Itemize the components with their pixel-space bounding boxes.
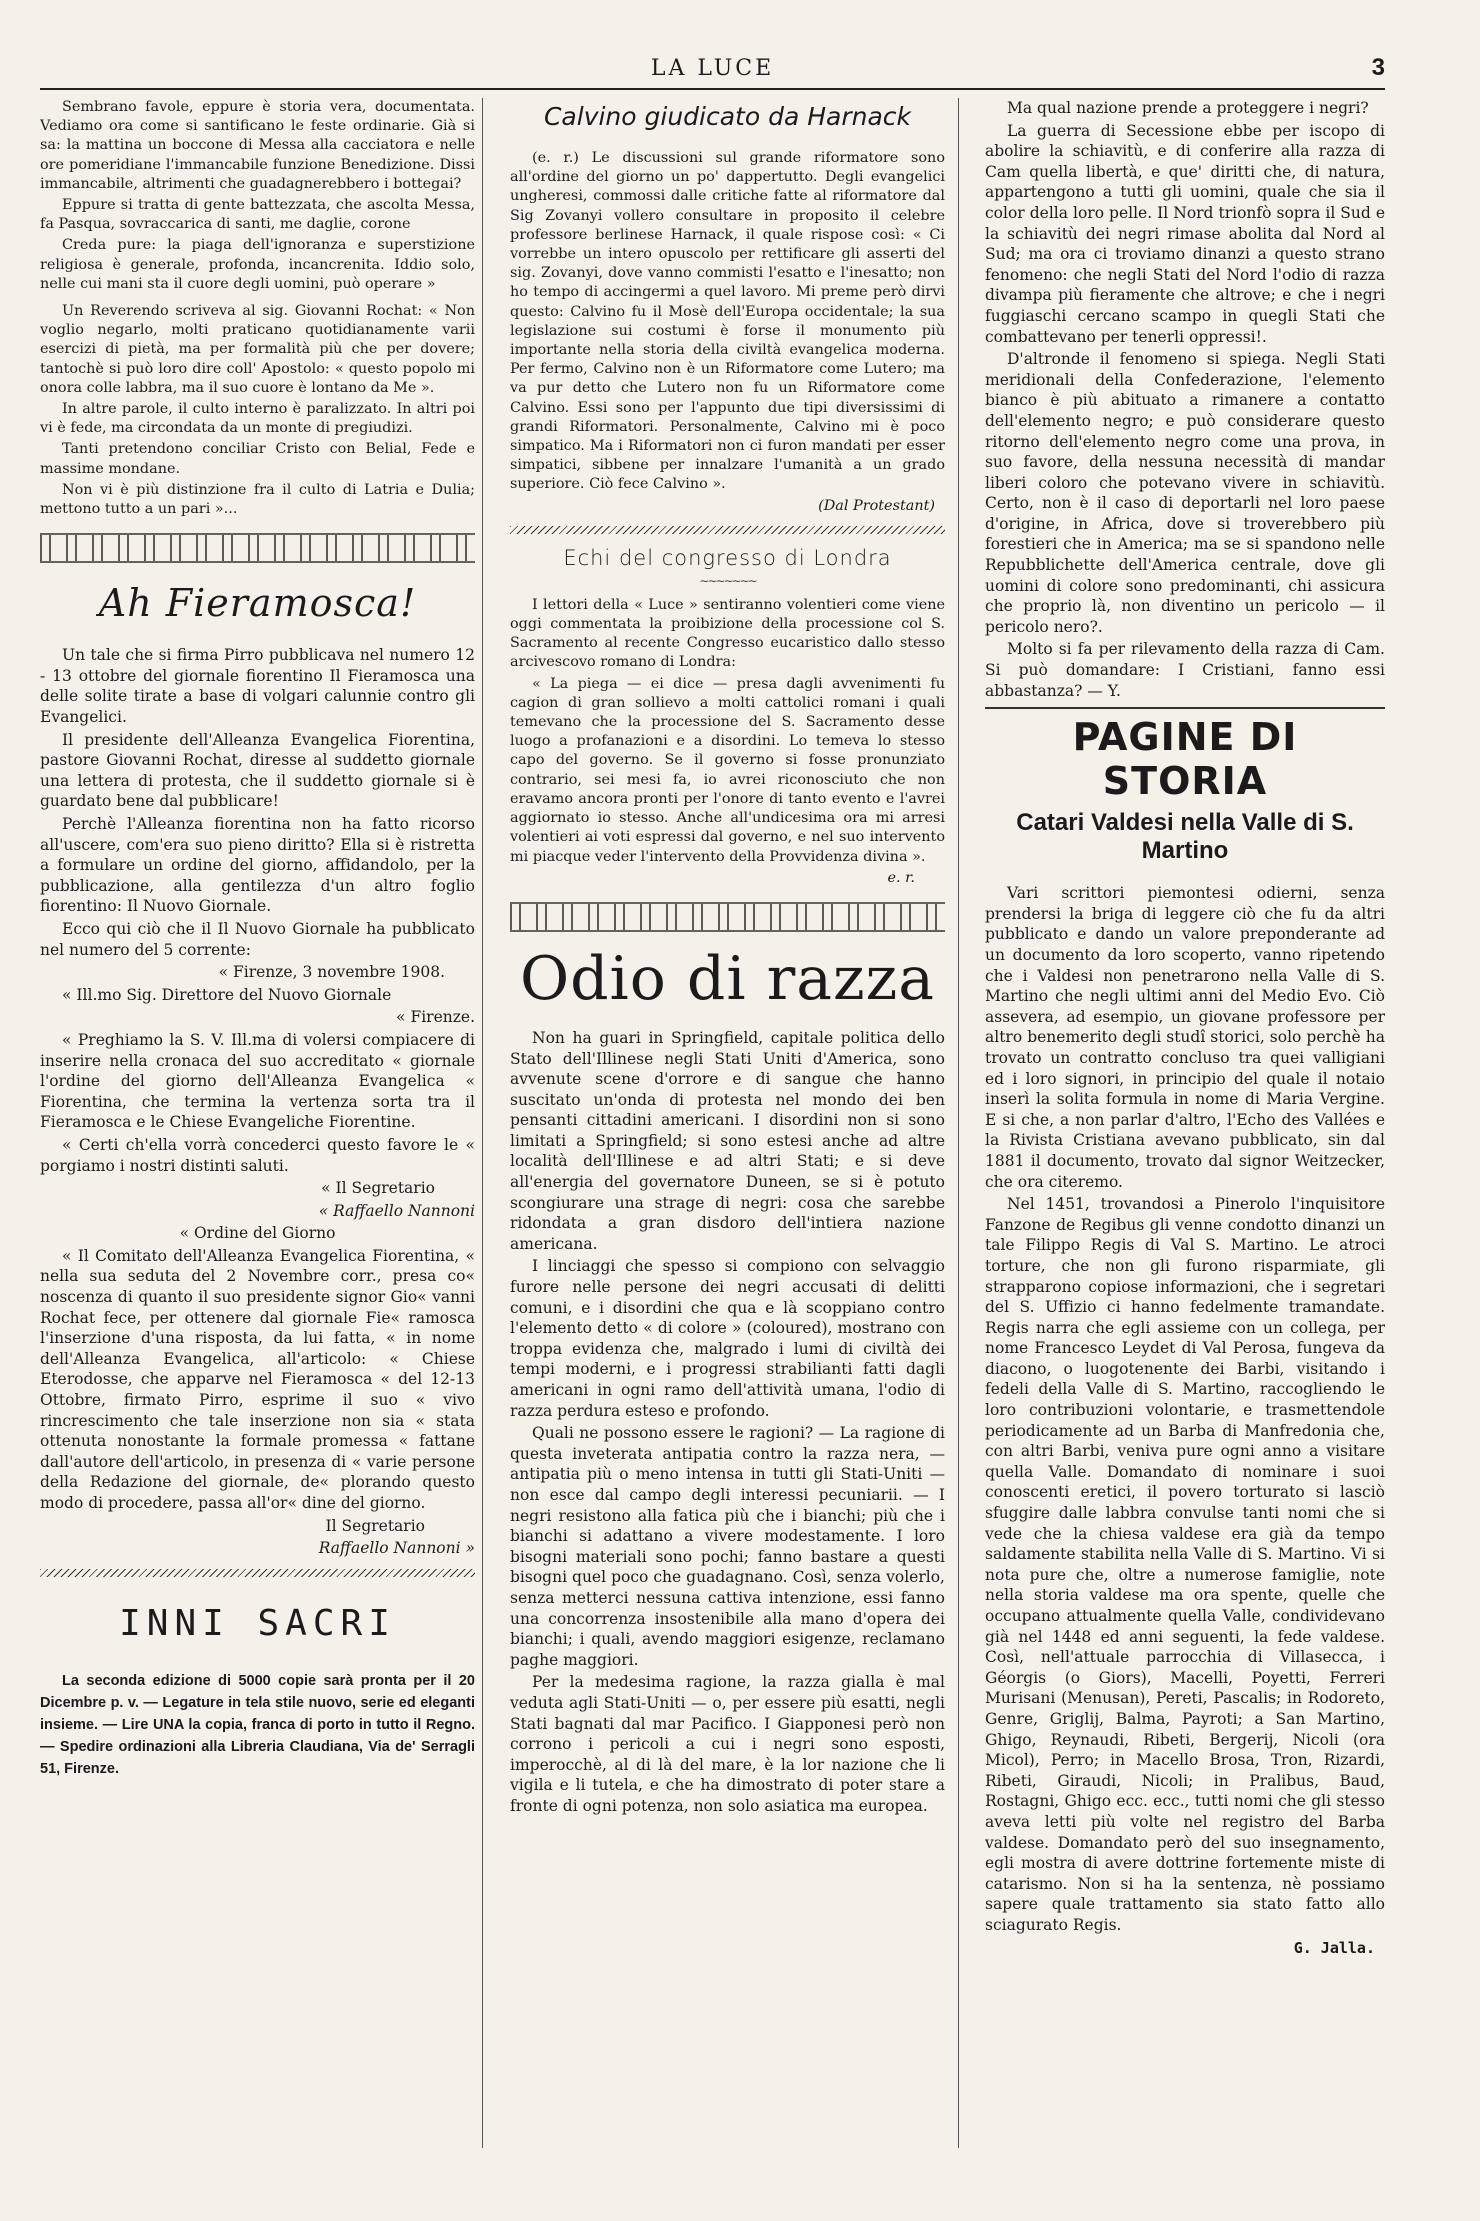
paragraph: Ma qual nazione prende a proteggere i negri? <box>1007 99 1369 117</box>
column-divider <box>482 98 483 2148</box>
signature-title: « Il Segretario <box>321 1179 435 1198</box>
column-divider <box>958 98 959 2148</box>
page-header <box>40 52 1385 92</box>
paragraph: I lettori della « Luce » sentiranno volentieri come viene oggi commentata la proibizione della processione col S. Sacramento al recente Congresso eucaristico dallo stesso arcivescovo romano di Londra: <box>510 596 945 671</box>
page-number: 3 <box>1371 54 1385 81</box>
column-1 <box>40 98 475 1782</box>
paragraph: « La piega — ei dice — presa dagli avvenimenti fu cagion di gran sollievo a molti cattolici romani i quali temevano che la processione del S. Sacramento desse luogo a profanazioni e a disordini. Lo temeva lo stesso capo del governo. Se il governo si fosse pronunziato contrario, sei mesi fa, io avrei riconosciuto che non eravamo ancora pronti per l'onore di tanto evento e l'avrei aggiornato io stesso. Anche all'undicesima ora mi arresi volentieri ai voti espressi dal governo, e nel suo intervento mi piacque veder l'intervento della Provvidenza divina ». <box>510 675 945 865</box>
paragraph: Un Reverendo scriveva al sig. Giovanni Rochat: « Non voglio negarlo, molti praticano quotidianamente varii esercizi di pietà, ma per formalità più che per dovere; tantochè si può loro dire coll' Apostolo: « questo popolo mi onora colle labbra, ma il suo cuore è lontano da Me ». <box>40 303 475 396</box>
newspaper-title: LA LUCE <box>650 56 775 81</box>
section-title: PAGINE DI STORIA <box>1072 715 1298 804</box>
wavy-divider <box>40 1569 475 1577</box>
paragraph: Quali ne possono essere le ragioni? — La ragione di questa inveterata antipatia contro la razza nera, — antipatia più o meno intensa in tutti gli Stati-Uniti — non esce dal campo degli interessi pecuniarii. — I negri resistono alla fatica più che i bianchi; più che i bianchi si adattano a vivere modestamente. I loro bisogni materiali sono pochi; fanno bastare a questi bisogni quel poco che guadagnano. Così, senza volerlo, senza metterci nessuna cattiva intenzione, essi fanno una concorrenza insostenibile alla mano d'opera dei bianchi; i quali, avendo maggiori esigenze, reclamano paghe maggiori. <box>510 1424 945 1669</box>
article-title: Catari Valdesi nella Valle di S. Martino <box>1016 809 1354 865</box>
paragraph: Ecco qui ciò che il Il Nuovo Giornale ha pubblicato nel numero del 5 corrente: <box>40 919 475 959</box>
paragraph: Il presidente dell'Alleanza Evangelica Fiorentina, pastore Giovanni Rochat, diresse al suddetto giornale una lettera di protesta, che il suddetto giornale si è guardato bene dal pubblicare! <box>40 730 475 811</box>
signature-name: Raffaello Nannoni » <box>318 1539 475 1558</box>
paragraph: I linciaggi che spesso si compiono con selvaggio furore nelle persone dei negri accusati di delitti comuni, e i disordini che qua e là scoppiano contro l'elemento detto « di colore » (coloured), mostrano con troppa evidenza che, malgrado i lumi di civiltà dei tempi moderni, e i progressi strabilianti fatti dagli americani in ogni ramo dell'attività umana, l'odio di razza perdura esteso e profondo. <box>510 1257 945 1420</box>
title-flourish: ∼∼∼∼∼∼∼ <box>699 573 756 588</box>
order-title: « Ordine del Giorno <box>179 1224 336 1243</box>
ad-title: INNI SACRI <box>119 1602 396 1644</box>
paragraph: Un tale che si firma Pirro pubblicava nel numero 12 - 13 ottobre del giornale fiorentino Il Fieramosca una delle solite tirate a base di volgari calunnie contro gli Evangelici. <box>40 646 475 727</box>
article-source: (Dal Protestant) <box>818 497 935 514</box>
paragraph: La guerra di Secessione ebbe per iscopo di abolire la schiavitù, e di conferire alla razza di Cam quella libertà, e que' diritti che, di natura, appartengono a tutti gli uomini, quale che sia il color della loro pelle. Il Nord trionfò sopra il Sud e la schiavitù dei negri rimase abolita dal Nord al Sud; ma ora ci troviamo dinanzi a questo strano fenomeno: che negli Stati del Nord l'odio di razza divampa più fieramente che altrove; e che i negri fuggiaschi cercano scampo in quegli Stati che combattevano per tenerli oppressi!. <box>985 121 1385 346</box>
column-2 <box>510 98 945 1818</box>
paragraph: Non ha guari in Springfield, capitale politica dello Stato dell'Illinese negli Stati Uniti d'America, sono avvenute scene d'orrore e di sangue che hanno suscitato un'onda di protesta nel mondo dei ben pensanti cittadini americani. I disordini non si sono limitati a Springfield; si sono estesi anche ad altre località dell'Illinese e ad altri Stati; e si deve all'energia del governatore Duneen, se si è potuto scongiurare una strage di negri: cosa che sarebbe ridondata a gran disdoro dell'intiera nazione americana. <box>510 1028 945 1253</box>
paragraph: Nel 1451, trovandosi a Pinerolo l'inquisitore Fanzone de Regibus gli venne condotto dinanzi un tale Filippo Regis di Val S. Martino. Le atroci torture, che non gli furono risparmiate, gli strapparono copiose informazioni, che i segretari del S. Uffizio ci hanno fedelmente tramandate. Regis narra che egli assieme con un collega, per nome Francesco Leydet di Val Perosa, fungeva da diacono, o luogotenente dei Barbi, visitando i fedeli della Valle di S. Martino, raccogliendo le loro contribuzioni volontarie, e trasmettendole periodicamente ad un Barba di Manfredonia che, con altri Barbi, veniva pure ogni anno a visitare quella Valle. Domandato di nominare i suoi conoscenti eretici, il povero torturato si lasciò sfuggire dalle labbra convulse tanti nomi che si vede che la chiesa valdese era già da tempo saldamente stabilita nella Valle di S. Martino. Vi si nota pure che, oltre a numerose famiglie, note nella storia valdese ma ora spente, quelle che occupano attualmente quella Valle, condividevano già nel 1448 ed anni seguenti, la fede valdese. Così, nell'attuale parrocchia di Villasecca, i Géorgis (o Giors), Macelli, Poyetti, Ferreri Murisani (Menusan), Pereti, Pascalis; in Rodoreto, Genre, Griglij, Balma, Payroti; a San Martino, Ghigo, Reynaudi, Ribeti, Bergerij, Nicoli (ora Micol), Perro; in Macello Brosa, Tron, Rizardi, Ribeti, Giraudi, Nicoli; in Pralibus, Baud, Rostagni, Ghigo ecc. ecc., tutti nomi che gli stesso aveva letti più volte nel registro del Barba valdese. Domandato però del suo insegnamento, egli mostra di avere dottrine fortemente miste di catarismo. Non si ha la sentenza, nè possiamo sapere quale trattamento sia stato fatto allo sciagurato Regis. <box>985 1195 1385 1934</box>
paragraph: Eppure si tratta di gente battezzata, che ascolta Messa, fa Pasqua, sovraccarica di santi, me daglie, corone <box>40 197 475 233</box>
signature-title: Il Segretario <box>325 1516 425 1535</box>
section-rule <box>985 707 1385 709</box>
paragraph: Tanti pretendono conciliar Cristo con Belial, Fede e massime mondane. <box>40 441 475 477</box>
paragraph: Perchè l'Alleanza fiorentina non ha fatto ricorso all'uscere, com'era suo pieno diritto? Ella si è ristretta a formulare un ordine del giorno, affidandolo, per la pubblicazione, alla gentilezza d'un altro foglio fiorentino: Il Nuovo Giornale. <box>40 815 475 916</box>
paragraph: Sembrano favole, eppure è storia vera, documentata. Vediamo ora come si santificano le feste ordinarie. Già si sa: la mattina un boccone di Messa alla cacciatora e nelle ore pomeridiane l'immancabile funzione Benedizione. Dissi immancabile, altrimenti che guadagnerebbero i bottegai? <box>40 99 475 192</box>
paragraph: D'altronde il fenomeno si spiega. Negli Stati meridionali della Confederazione, l'elemento bianco è più abituato a rimanere a contatto dell'elemento negro; e può considerare questo ritorno dell'elemento negro come una prova, in suo favore, della nessuna necessità di mandar liberi coloro che potevano vivere in schiavitù. Certo, non è il caso di deportarli nel loro paese d'origine, in Africa, dove si troverebbero più forestieri che in America; ma se si spandono nelle Repubblichette dell'America centrale, dove gli uomini di colore sono predominanti, chi assicura che proprio là, non diventino un pericolo — il pericolo nero?. <box>985 350 1385 636</box>
paragraph: Non vi è più distinzione fra il culto di Latria e Dulia; mettono tutto a un pari »... <box>40 481 475 518</box>
paragraph: Molto si fa per rilevamento della razza di Cam. Si può domandare: I Cristiani, fanno essi abbastanza? — Y. <box>985 640 1385 700</box>
article-title: Ah Fieramosca! <box>98 581 417 626</box>
article-title: Odio di razza <box>519 943 936 1014</box>
paragraph: Per la medesima ragione, la razza gialla è mal veduta agli Stati-Uniti — o, per essere più esatti, negli Stati bagnati dal mar Pacifico. I Giapponesi però non corrono i pericoli a cui i negri sono esposti, imperocchè, al di là del mare, è la lor nazione che li vigila e li tutela, e che ha dimostrato di poter stare a fronte di ogni potenza, non solo asiatica ma europea. <box>510 1673 945 1815</box>
author-signature: G. Jalla. <box>1293 1938 1375 1957</box>
order-body: « Il Comitato dell'Alleanza Evangelica Fiorentina, « nella sua seduta del 2 Novembre corr., presa co« noscenza di quanto il suo presidente signor Gio« vanni Rochat fece, per ottenere dal giornale Fie« ramosca l'inserzione d'una risposta, da lui fatta, « in nome dell'Alleanza Evangelica, all'articolo: « Chiese Eterodosse, che apparve nel Fieramosca « del 12-13 Ottobre, firmato Pirro, esprime il suo « vivo rincrescimento che tale inserzione non sia « stata ottenuta nonostante la formale promessa « fattane dall'autore dell'articolo, in presenza di « varie persone della Redazione del giornale, de« plorando questo modo di procedere, passa all'or« dine del giorno. <box>40 1246 475 1513</box>
paragraph: (e. r.) Le discussioni sul grande riformatore sono all'ordine del giorno un po' dappertutto. Degli evangelici ungheresi, commossi dalle critiche fatte al riformatore dal Sig Zovanyi vollero consultare in proposito il celebre professore berlinese Harnack, il quale rispose così: « Ci vorrebbe un intero opuscolo per rettificare gli asserti del sig. Zovanyi, dove vanno commisti l'esatto e l'inesatto; non ho tempo di accingermi a quel lavoro. Mi preme però dirvi questo: Calvino fu il Mosè dell'Europa occidentale; la sua legislazione sui costumi è forse il monumento più importante nella storia della civiltà evangelica moderna. Per fermo, Calvino non è un Riformatore come Lutero; ma va pur detto che Lutero non fu un Riformatore come Calvino. Essi sono per l'appunto due tipi diversissimi di grandi Riformatori. Personalmente, Calvino mi è poco simpatico. Ma i Riformatori non ci furon mandati per esser simpatici, sibbene per innalzare l'umanità a un grado superiore. Ciò fece Calvino ». <box>510 150 945 493</box>
signature-name: « Raffaello Nannoni <box>318 1201 475 1220</box>
intro-article <box>40 98 475 519</box>
ornamental-divider <box>40 533 475 563</box>
article-title: Calvino giudicato da Harnack <box>543 102 912 131</box>
letter-addressee: « Ill.mo Sig. Direttore del Nuovo Giornale <box>62 985 392 1004</box>
wavy-divider <box>510 526 945 534</box>
letter-body: « Preghiamo la S. V. Ill.ma di volersi compiacere di inserire nella cronaca del suo accreditato « giornale l'ordine del giorno dell'Alleanza Evangelica « Fiorentina, che termina la vertenza sorta tra il Fieramosca e le Chiese Evangeliche Fiorentine. <box>40 1030 475 1132</box>
paragraph: Creda pure: la piaga dell'ignoranza e superstizione religiosa è generale, profonda, incancrenita. Iddio solo, nelle cui mani sta il cuore degli uomini, può operare » <box>40 237 475 292</box>
paragraph: Vari scrittori piemontesi odierni, senza prendersi la briga di leggere ciò che fu da altri pubblicato e dando un valore preponderante ad un documento da loro scoperto, vanno ripetendo che i Valdesi non penetrarono nella Valle di S. Martino che negli ultimi anni del Medio Evo. Ciò assevera, ad esempio, un giovane professore per altro benemerito degli studî storici, solo perchè ha trovato un contratto concluso tra quei valligiani ed i loro signori, in principio del quale il notaio inserì la solita formula in nome di Maria Vergine. E si che, a non parlar d'altro, l'Echo des Vallées e la Rivista Cristiana avevano pubblicato, sin dal 1881 il documento, trovato dal signor Weitzecker, che ora citeremo. <box>985 884 1385 1191</box>
article-signature: e. r. <box>887 869 915 886</box>
advertisement <box>40 1670 475 1780</box>
paragraph: In altre parole, il culto interno è paralizzato. In altri poi vi è fede, ma circondata da un monte di pregiudizi. <box>40 401 475 437</box>
letter-city: « Firenze. <box>396 1008 475 1027</box>
ornamental-divider <box>510 902 945 932</box>
column-3 <box>985 98 1385 1960</box>
header-rule <box>40 88 1385 90</box>
ad-text: La seconda edizione di 5000 copie sarà pronta per il 20 Dicembre p. v. — Legature in tela stile nuovo, serie ed eleganti insieme. — Lire UNA la copia, franca di porto in tutto il Regno. — Spedire ordinazioni alla Libreria Claudiana, Via de' Serragli 51, Firenze. <box>40 1672 475 1777</box>
letter-body: « Certi ch'ella vorrà concederci questo favore le « porgiamo i nostri distinti saluti. <box>40 1135 475 1175</box>
article-title: Echi del congresso di Londra <box>563 545 892 570</box>
letter-date: « Firenze, 3 novembre 1908. <box>218 963 445 982</box>
